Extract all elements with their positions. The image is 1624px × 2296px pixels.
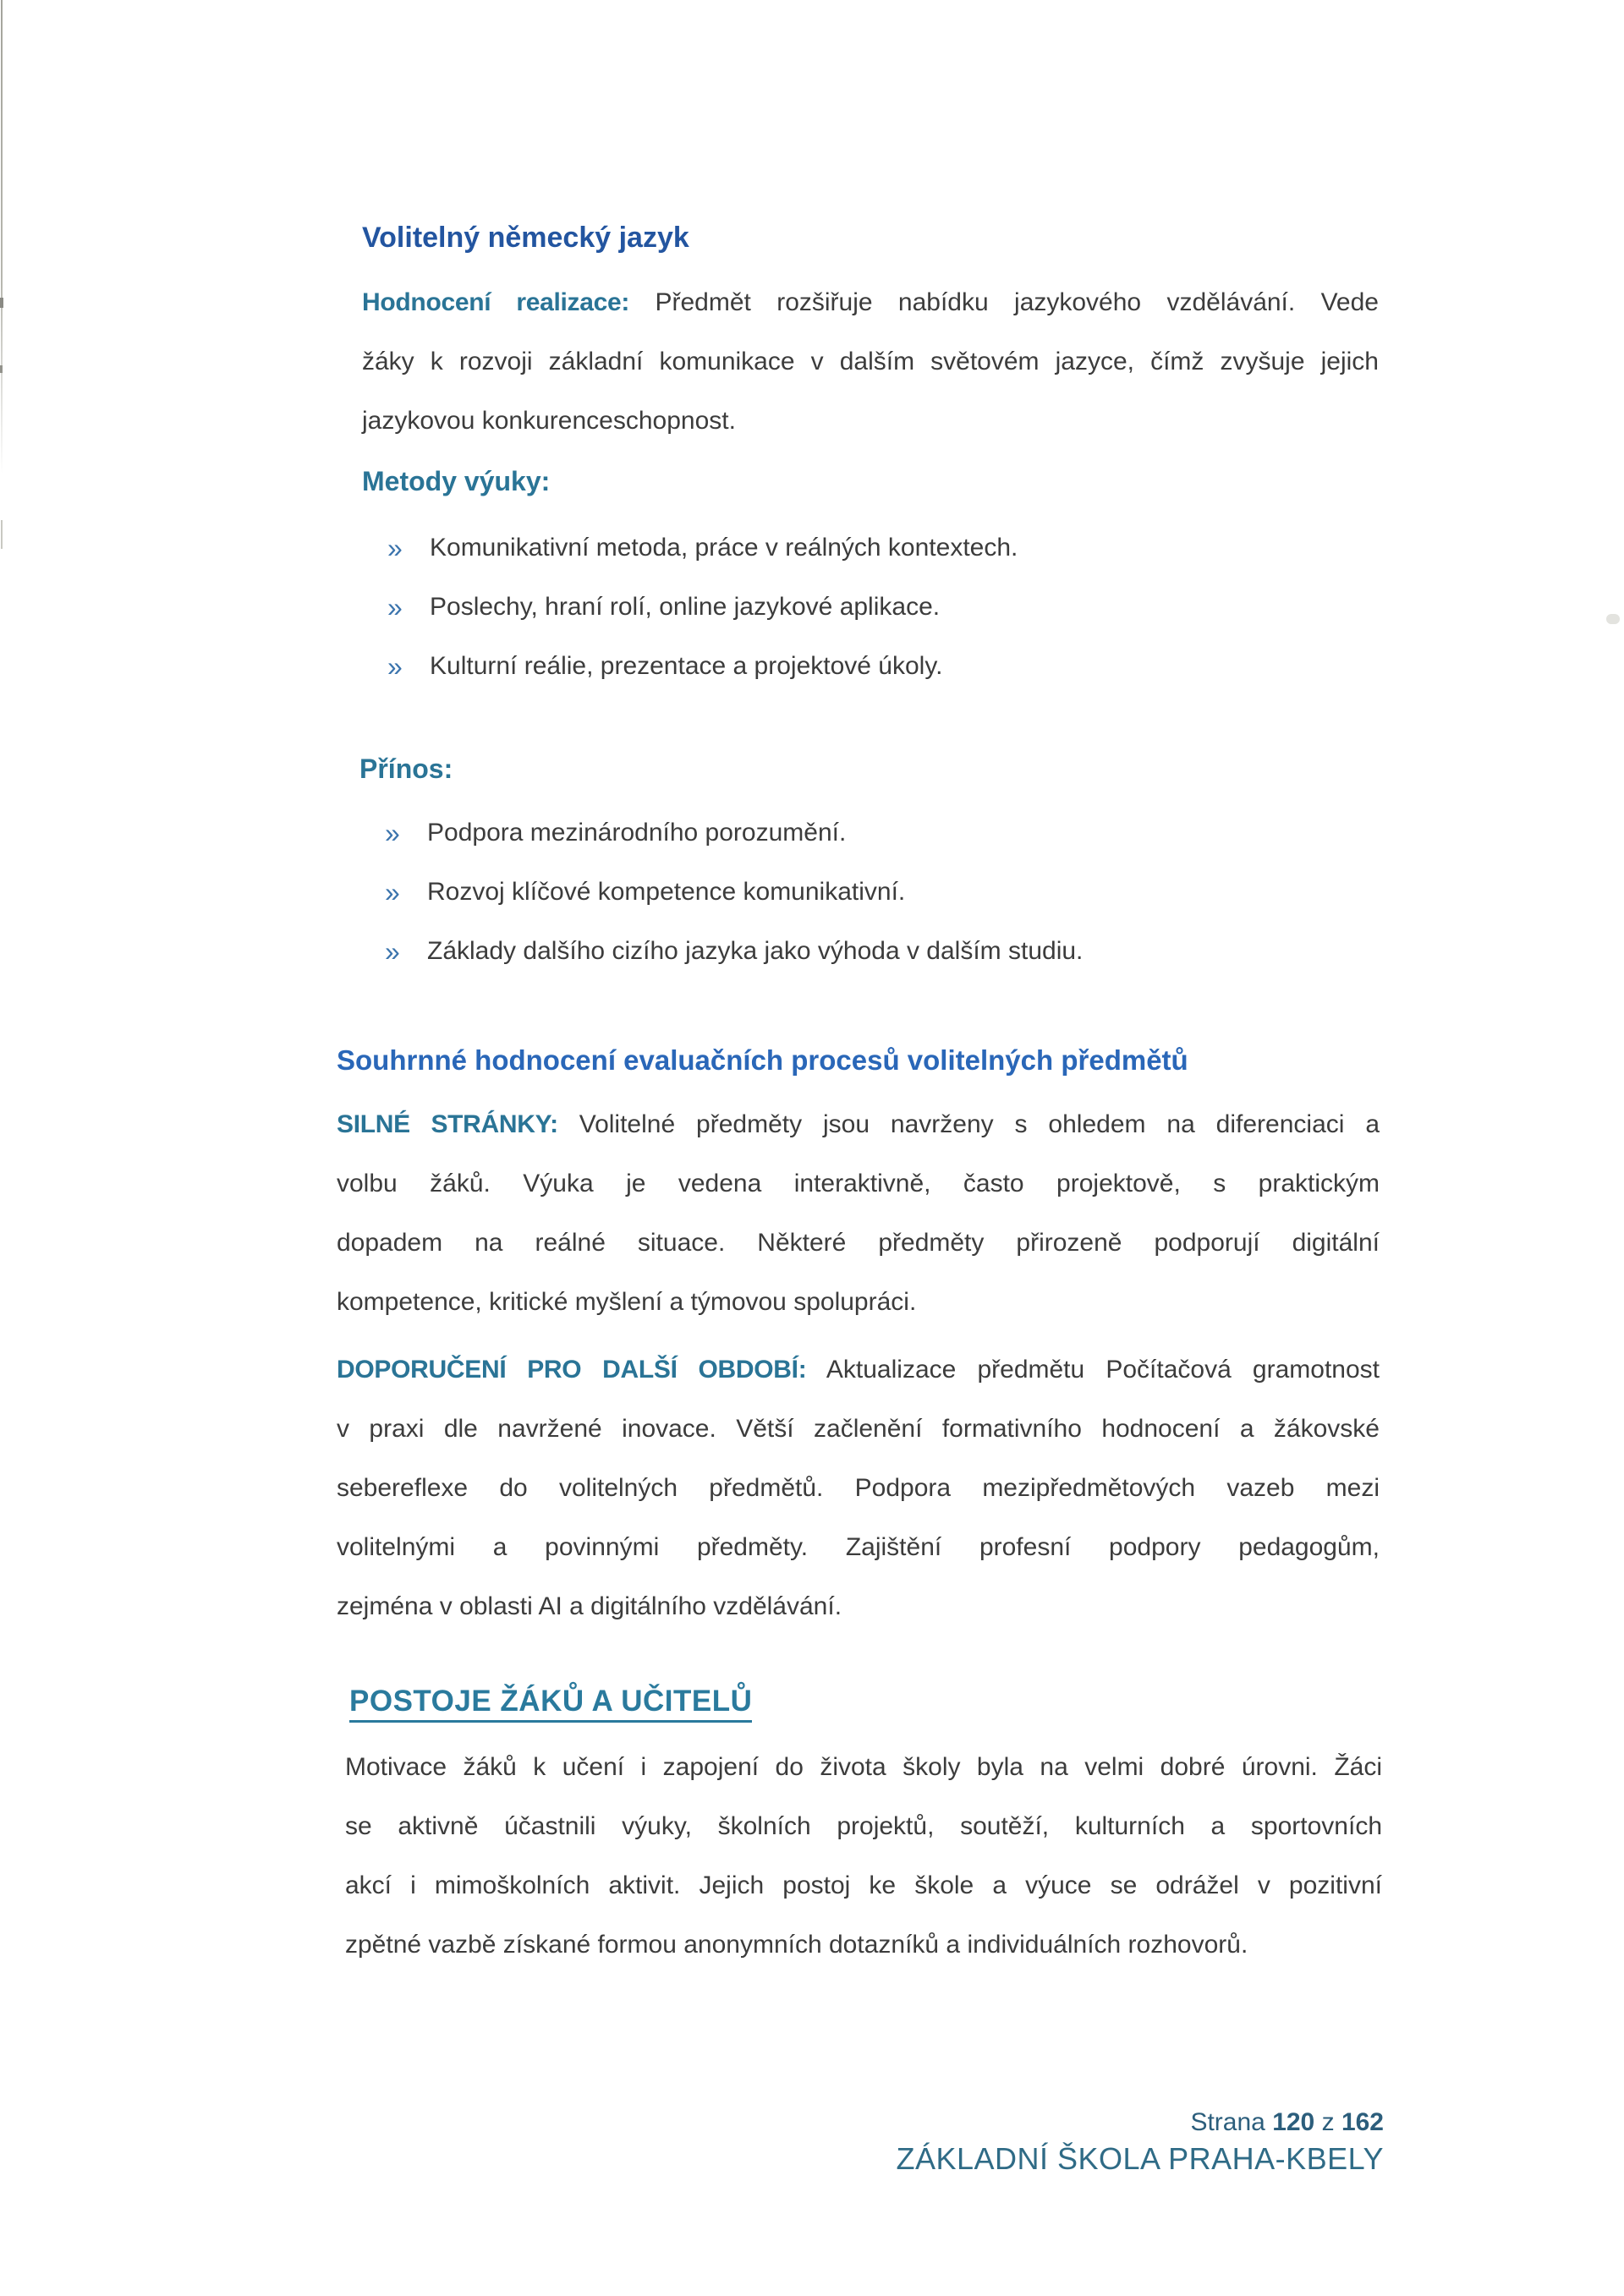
scan-artifact-right-smudge [1606,614,1620,624]
paragraph-line: kompetence, kritické myšlení a týmovou spolupráci. [337,1288,917,1316]
paragraph-line: jazykovou konkurenceschopnost. [362,407,736,435]
realization-label: Hodnocení realizace: [362,288,630,316]
list-item [359,803,1379,863]
paragraph-line-text: Aktualizace předmětu Počítačová gramotnost [826,1356,1380,1384]
paragraph-line: akcí i mimoškolních aktivit. Jejich postoj ke škole a výuce se odrážel v pozitivní [345,1871,1382,1899]
strengths-paragraph [337,1095,1380,1332]
bullet-marker: » [387,592,403,622]
benefits-list [359,803,1379,981]
list-item [359,863,1379,922]
bullet-marker: » [387,651,403,682]
realization-paragraph [362,273,1379,451]
page-label: Strana [1190,2108,1265,2136]
paragraph-line: Motivace žáků k učení i zapojení do života školy byla na velmi dobré úrovni. Žáci [345,1753,1382,1781]
paragraph-line: volitelnými a povinnými předměty. Zajištění profesní podpory pedagogům, [337,1533,1380,1561]
of-label: z [1321,2108,1335,2136]
list-item-text: Rozvoj klíčové kompetence komunikativní. [427,878,906,906]
list-item-text: Základy dalšího cizího jazyka jako výhoda v dalším studiu. [427,937,1084,965]
attitudes-heading: POSTOJE ŽÁKŮ A UČITELŮ [349,1686,752,1723]
attitudes-heading-wrap [349,1686,752,1723]
paragraph-line: dopadem na reálné situace. Některé předměty přirozeně podporují digitální [337,1229,1380,1257]
list-item [362,518,1379,578]
methods-heading: Metody výuky: [362,466,551,496]
paragraph-line [337,1340,1380,1400]
paragraph-line: se aktivně účastnili výuky, školních projektů, soutěží, kulturních a sportovních [345,1812,1382,1840]
subject-title: Volitelný německý jazyk [362,222,689,254]
paragraph-line [337,1095,1380,1154]
bullet-marker: » [385,818,400,848]
recommendations-label: DOPORUČENÍ PRO DALŠÍ OBDOBÍ: [337,1356,807,1384]
paragraph-line: volbu žáků. Výuka je vedena interaktivně, často projektově, s praktickým [337,1170,1380,1197]
page-total: 162 [1341,2108,1384,2136]
scan-artifact-speck [0,298,3,308]
list-item [362,578,1379,637]
paragraph-line [362,273,1379,332]
list-item [362,637,1379,696]
bullet-marker: » [385,936,400,967]
strengths-label: SILNÉ STRÁNKY: [337,1110,558,1138]
footer [896,2106,1384,2178]
paragraph-line: sebereflexe do volitelných předmětů. Podpora mezipředmětových vazeb mezi [337,1474,1380,1502]
list-item-text: Podpora mezinárodního porozumění. [427,819,847,847]
paragraph-line: žáky k rozvoji základní komunikace v dalším světovém jazyce, čímž zvyšuje jejich [362,348,1379,375]
paragraph-line-text: Volitelné předměty jsou navrženy s ohledem na diferenciaci a [579,1110,1380,1138]
scan-artifact-left-edge-line [1,0,3,474]
paragraph-line: zejména v oblasti AI a digitálního vzdělávání. [337,1592,842,1620]
paragraph-line-text: Předmět rozšiřuje nabídku jazykového vzdělávání. Vede [655,288,1379,316]
scan-artifact-speck [0,365,3,373]
scan-artifact-speck [1,520,3,549]
list-item-text: Kulturní reálie, prezentace a projektové úkoly. [430,652,943,680]
list-item-text: Komunikativní metoda, práce v reálných kontextech. [430,534,1018,562]
page-number-line [896,2106,1384,2140]
page-current: 120 [1272,2108,1315,2136]
benefits-heading: Přínos: [359,753,453,784]
summary-heading: Souhrnné hodnocení evaluačních procesů volitelných předmětů [337,1044,1188,1076]
attitudes-paragraph [345,1738,1382,1975]
list-item-text: Poslechy, hraní rolí, online jazykové aplikace. [430,593,941,621]
school-name: ZÁKLADNÍ ŠKOLA PRAHA-KBELY [896,2141,1384,2176]
paragraph-line: zpětné vazbě získané formou anonymních dotazníků a individuálních rozhovorů. [345,1931,1248,1959]
methods-list [362,518,1379,696]
recommendations-paragraph [337,1340,1380,1636]
paragraph-line: v praxi dle navržené inovace. Větší začlenění formativního hodnocení a žákovské [337,1415,1380,1443]
bullet-marker: » [387,533,403,563]
list-item [359,922,1379,981]
bullet-marker: » [385,877,400,907]
